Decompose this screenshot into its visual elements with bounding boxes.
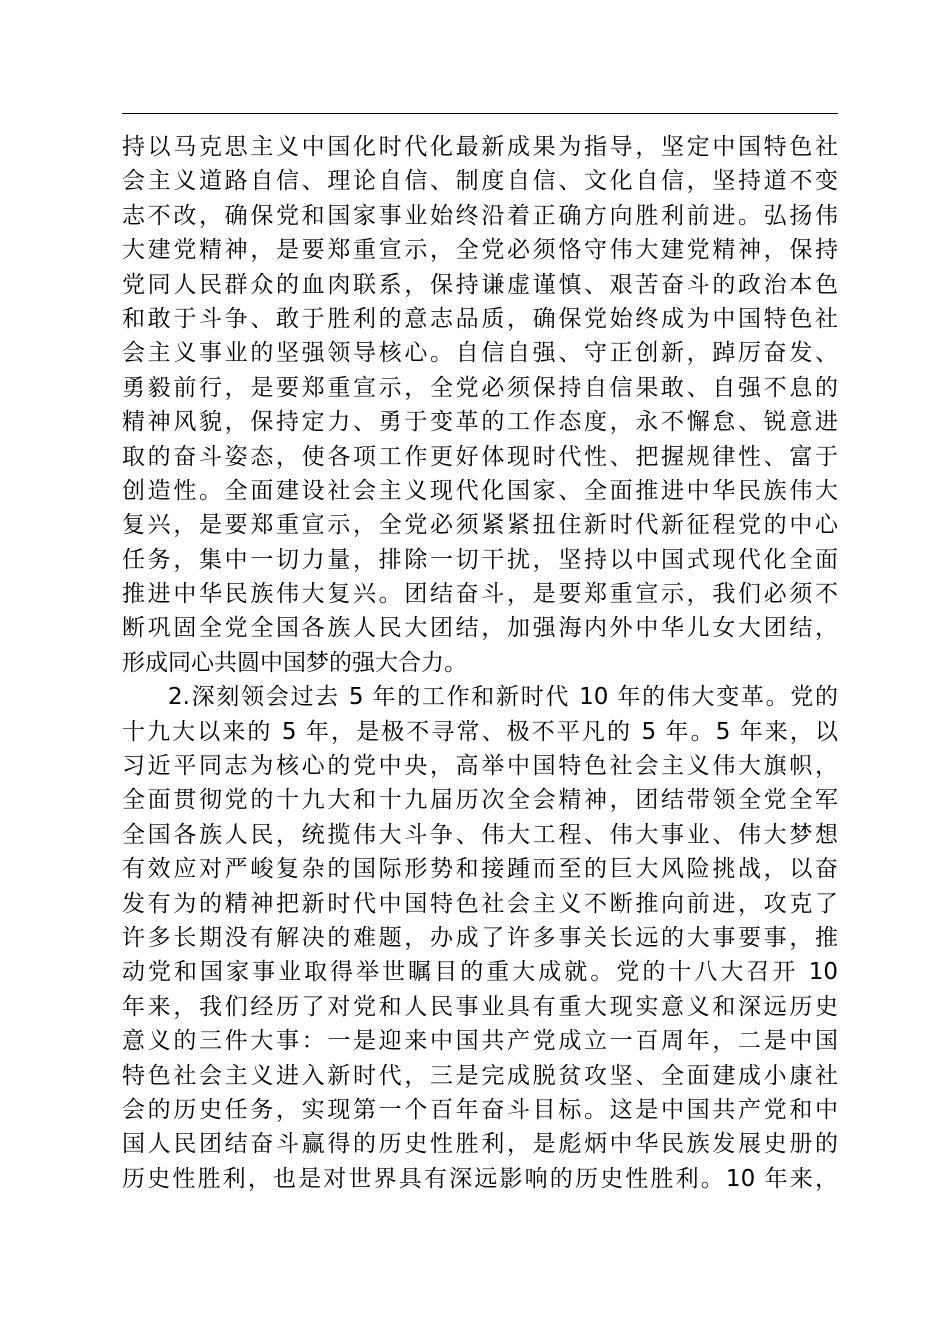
text-line: 十九大以来的 5 年，是极不寻常、极不平凡的 5 年。5 年来，以 [122, 718, 838, 745]
text-line: 任务，集中一切力量，排除一切干扰，坚持以中国式现代化全面 [122, 546, 838, 573]
text-line: 大建党精神，是要郑重宣示，全党必须恪守伟大建党精神，保持 [122, 237, 838, 264]
text-line: 和敢于斗争、敢于胜利的意志品质，确保党始终成为中国特色社 [122, 305, 838, 332]
text-line: 复兴，是要郑重宣示，全党必须紧紧扭住新时代新征程党的中心 [122, 512, 838, 539]
text-line: 意义的三件大事：一是迎来中国共产党成立一百周年，二是中国 [122, 1028, 838, 1055]
text-line: 历史性胜利，也是对世界具有深远影响的历史性胜利。10 年来， [122, 1165, 838, 1192]
text-line: 精神风貌，保持定力、勇于变革的工作态度，永不懈怠、锐意进 [122, 409, 838, 436]
text-line: 会主义道路自信、理论自信、制度自信、文化自信，坚持道不变 [122, 168, 838, 195]
text-line: 许多长期没有解决的难题，办成了许多事关长远的大事要事，推 [122, 924, 838, 951]
text-line: 创造性。全面建设社会主义现代化国家、全面推进中华民族伟大 [122, 477, 838, 504]
text-line: 推进中华民族伟大复兴。团结奋斗，是要郑重宣示，我们必须不 [122, 581, 838, 608]
text-line: 国人民团结奋斗赢得的历史性胜利，是彪炳中华民族发展史册的 [122, 1131, 838, 1158]
header-divider [122, 113, 838, 114]
text-line: 年来，我们经历了对党和人民事业具有重大现实意义和深远历史 [122, 993, 838, 1020]
text-line: 有效应对严峻复杂的国际形势和接踵而至的巨大风险挑战，以奋 [122, 856, 838, 883]
text-line: 持以马克思主义中国化时代化最新成果为指导，坚定中国特色社 [122, 134, 838, 160]
paragraph-end-line: 形成同心共圆中国梦的强大合力。 [122, 649, 467, 676]
text-line: 全国各族人民，统揽伟大斗争、伟大工程、伟大事业、伟大梦想 [122, 821, 838, 848]
text-line: 全面贯彻党的十九大和十九届历次全会精神，团结带领全党全军 [122, 787, 838, 814]
text-line: 特色社会主义进入新时代，三是完成脱贫攻坚、全面建成小康社 [122, 1062, 838, 1089]
text-line: 发有为的精神把新时代中国特色社会主义不断推向前进，攻克了 [122, 890, 838, 917]
text-line: 党同人民群众的血肉联系，保持谦虚谨慎、艰苦奋斗的政治本色 [122, 271, 838, 298]
text-line: 取的奋斗姿态，使各项工作更好体现时代性、把握规律性、富于 [122, 443, 838, 470]
body-text [122, 130, 838, 1196]
text-line: 断巩固全党全国各族人民大团结，加强海内外中华儿女大团结， [122, 615, 838, 642]
section-heading-line: 2.深刻领会过去 5 年的工作和新时代 10 年的伟大变革。党的 [168, 684, 838, 711]
text-line: 习近平同志为核心的党中央，高举中国特色社会主义伟大旗帜， [122, 753, 838, 780]
text-line: 会的历史任务，实现第一个百年奋斗目标。这是中国共产党和中 [122, 1096, 838, 1123]
text-line: 志不改，确保党和国家事业始终沿着正确方向胜利前进。弘扬伟 [122, 202, 838, 229]
text-line: 勇毅前行，是要郑重宣示，全党必须保持自信果敢、自强不息的 [122, 374, 838, 401]
text-line: 动党和国家事业取得举世瞩目的重大成就。党的十八大召开 10 [122, 959, 838, 986]
text-line: 会主义事业的坚强领导核心。自信自强、守正创新，踔厉奋发、 [122, 340, 838, 367]
